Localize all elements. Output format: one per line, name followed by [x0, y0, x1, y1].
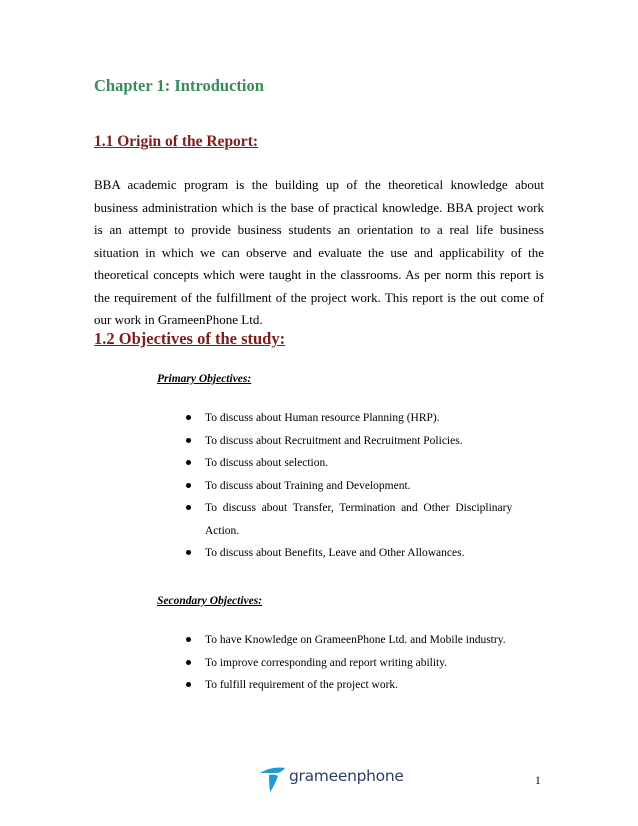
- list-item: [186, 407, 526, 430]
- bullet-icon: [186, 682, 191, 687]
- list-item: [186, 475, 526, 498]
- bullet-icon: [186, 460, 191, 465]
- list-item: [186, 430, 526, 453]
- list-item-text: To discuss about Benefits, Leave and Other Allowances.: [205, 547, 465, 559]
- page-number: 1: [535, 775, 541, 787]
- secondary-objectives-heading: Secondary Objectives:: [157, 595, 263, 607]
- list-item: [186, 497, 526, 542]
- bullet-icon: [186, 483, 191, 488]
- grameenphone-logo: [258, 764, 404, 794]
- list-item: [186, 629, 526, 652]
- bullet-icon: [186, 505, 191, 510]
- bullet-icon: [186, 438, 191, 443]
- list-item-text: To discuss about Recruitment and Recruitment Policies.: [205, 434, 463, 447]
- section-heading-origin: 1.1 Origin of the Report:: [94, 133, 259, 150]
- bullet-icon: [186, 660, 191, 665]
- list-item: [186, 452, 526, 475]
- section-heading-objectives: 1.2 Objectives of the study:: [94, 329, 286, 348]
- primary-objectives-list: [186, 407, 526, 565]
- list-item: [186, 542, 526, 565]
- origin-paragraph: BBA academic program is the building up of the theoretical knowledge about business administration which is the base of practical knowledge. BBA project work is an attempt to provide business students an orientation to a real life business situation in which we can observe and evaluate the use and applicability of the theoretical concepts which were taught in the classrooms. As per norm this report is the requirement of the fulfillment of the project work. This report is the out come of our work in GrameenPhone Ltd.: [94, 177, 544, 327]
- list-item: [186, 652, 526, 675]
- list-item-text: To discuss about Transfer, Termination and Other Disciplinary Action.: [205, 502, 515, 537]
- primary-objectives-heading: Primary Objectives:: [157, 373, 252, 385]
- grameenphone-telenor-logo-icon: [258, 764, 288, 794]
- list-item-text: To have Knowledge on GrameenPhone Ltd. and Mobile industry.: [205, 634, 506, 646]
- list-item-text: To discuss about selection.: [205, 457, 329, 469]
- list-item-text: To fulfill requirement of the project work.: [205, 679, 399, 691]
- list-item-text: To discuss about Training and Development.: [205, 479, 411, 492]
- bullet-icon: [186, 637, 191, 642]
- list-item-text: To discuss about Human resource Planning (HRP).: [205, 412, 440, 424]
- bullet-icon: [186, 550, 191, 555]
- list-item: [186, 674, 526, 697]
- list-item-text: To improve corresponding and report writing ability.: [205, 656, 448, 669]
- bullet-icon: [186, 415, 191, 420]
- chapter-title: Chapter 1: Introduction: [94, 76, 264, 95]
- logo-wordmark: grameenphone: [289, 767, 404, 785]
- secondary-objectives-list: [186, 629, 526, 697]
